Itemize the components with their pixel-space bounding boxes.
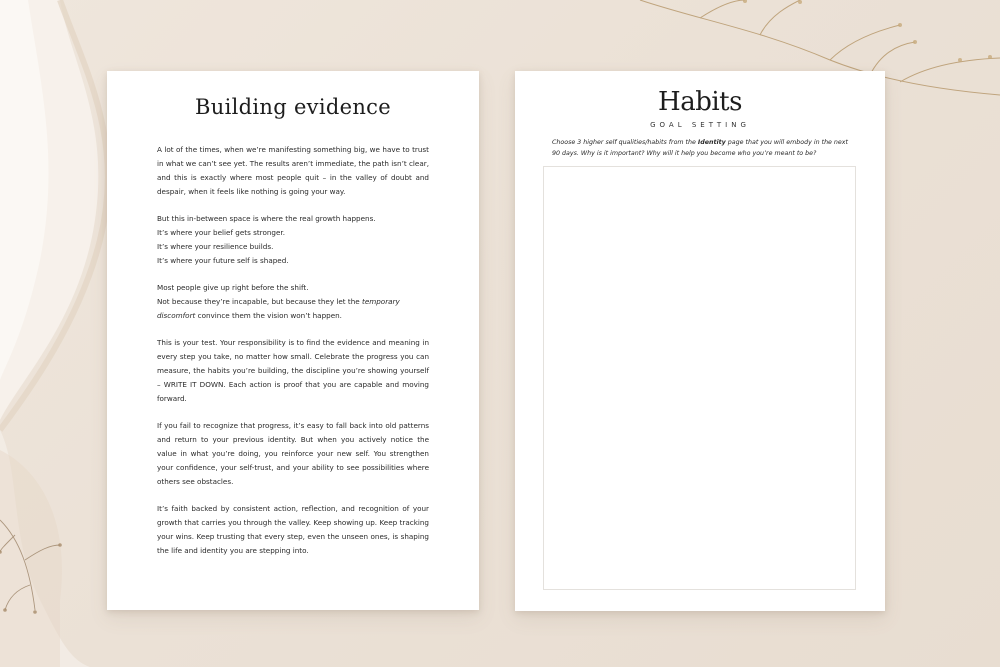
paragraph-2-line-1: But this in-between space is where the real growth happens.: [157, 214, 376, 223]
paragraph-2-line-2: It’s where your belief gets stronger.: [157, 228, 285, 237]
paragraph-1: A lot of the times, when we’re manifesting something big, we have to trust in what we can’t see yet. The results aren’t immediate, the path isn’t clear, and this is exactly where most people quit – in the valley of doubt and despair, when it feels like nothing is going your way.: [157, 145, 429, 196]
paragraph-3-text-post: convince them the vision won’t happen.: [195, 311, 342, 320]
paragraph-5: If you fail to recognize that progress, it’s easy to fall back into old patterns and return to your previous identity. But when you actively notice the value in what you’re doing, you reinforce your new self. You strengthen your confidence, your self-trust, and your ability to see possibilities where others see obstacles.: [157, 421, 429, 486]
paragraph-2-line-3: It’s where your resilience builds.: [157, 242, 274, 251]
page-title: Building evidence: [195, 95, 391, 119]
paragraph-3-emphasis: temporary discomfort: [157, 297, 400, 320]
paragraph-3-line-1: Most people give up right before the shift.: [157, 283, 309, 292]
paragraph-2: [157, 212, 429, 268]
prompt-text-post: page that you will embody in the next 90 days. Why is it important? Why will it help you become who you’re meant to be?: [552, 139, 848, 157]
paragraph-3: [157, 281, 429, 323]
habits-goal-setting-page: [515, 71, 885, 611]
prompt-text-pre: Choose 3 higher self qualities/habits from the: [552, 139, 698, 146]
page-title: Habits: [658, 87, 742, 117]
building-evidence-page: [107, 71, 479, 610]
paragraph-4: This is your test. Your responsibility is to find the evidence and meaning in every step you take, no matter how small. Celebrate the progress you can measure, the habits you’re building, the discipline you’re showing yourself – WRITE IT DOWN. Each action is proof that you are capable and moving forward.: [157, 338, 429, 403]
page-body: [157, 143, 429, 571]
page-subtitle: GOAL SETTING: [650, 121, 750, 129]
paragraph-6: It’s faith backed by consistent action, reflection, and recognition of your growth that carries you through the valley. Keep showing up. Keep tracking your wins. Keep trusting that every step, even the unseen ones, is shaping the life and identity you are stepping into.: [157, 504, 429, 555]
paragraph-3-text-pre: Not because they’re incapable, but because they let the: [157, 297, 362, 306]
writing-prompt: [552, 137, 852, 159]
prompt-bold-word: Identity: [697, 139, 726, 146]
writing-area[interactable]: [543, 166, 856, 590]
paragraph-2-line-4: It’s where your future self is shaped.: [157, 256, 289, 265]
